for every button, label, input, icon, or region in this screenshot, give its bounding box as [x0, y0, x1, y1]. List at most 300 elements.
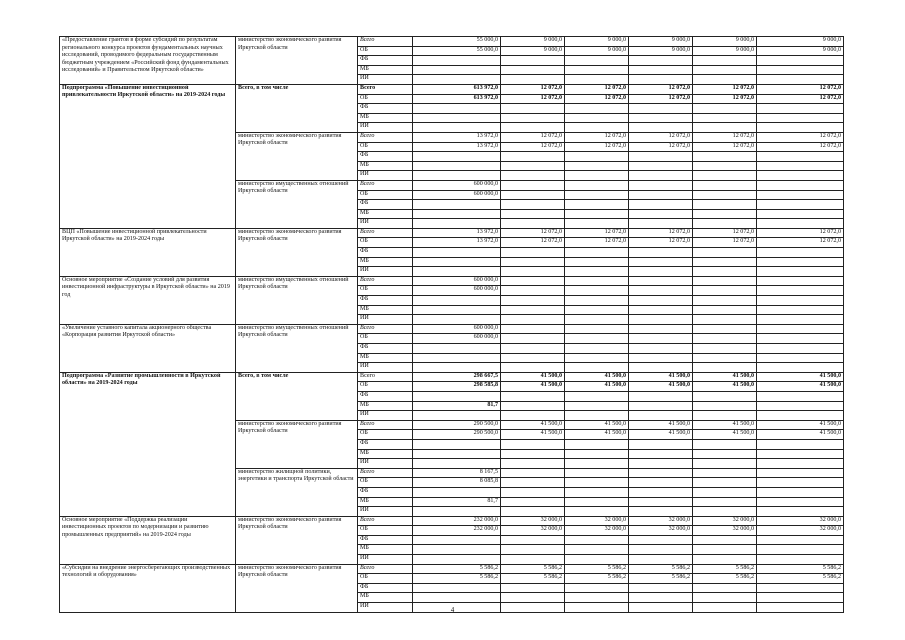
- funding-source-cell: ОБ: [358, 478, 413, 488]
- amount-cell: [413, 315, 501, 325]
- amount-cell: [413, 555, 501, 565]
- amount-cell: [501, 65, 565, 75]
- funding-source-cell: ИИ: [358, 123, 413, 133]
- responsible-executor-cell: министерство жилищной политики, энергетики и транспорта Иркутской области: [236, 468, 358, 516]
- program-name-cell: «Увеличение уставного капитала акционерного общества «Корпорация развития Иркутской области»: [60, 324, 236, 372]
- amount-cell: [501, 276, 565, 286]
- funding-source-cell: ИИ: [358, 459, 413, 469]
- funding-source-cell: ФБ: [358, 391, 413, 401]
- amount-cell: [413, 353, 501, 363]
- amount-cell: [501, 363, 565, 373]
- amount-cell: 600 000,0: [413, 190, 501, 200]
- funding-source-cell: МБ: [358, 449, 413, 459]
- amount-cell: 13 972,0: [413, 132, 501, 142]
- amount-cell: [501, 219, 565, 229]
- amount-cell: [413, 459, 501, 469]
- amount-cell: 41 500,0: [565, 372, 629, 382]
- amount-cell: 8 167,5: [413, 468, 501, 478]
- amount-cell: [693, 459, 757, 469]
- responsible-executor-cell: министерство экономического развития Иркутской области: [236, 228, 358, 276]
- amount-cell: [693, 497, 757, 507]
- amount-cell: [501, 257, 565, 267]
- amount-cell: [565, 411, 629, 421]
- amount-cell: 12 072,0: [565, 142, 629, 152]
- amount-cell: [413, 104, 501, 114]
- amount-cell: [629, 113, 693, 123]
- amount-cell: 5 586,2: [693, 564, 757, 574]
- amount-cell: 41 500,0: [693, 420, 757, 430]
- funding-source-cell: Всего: [358, 84, 413, 94]
- amount-cell: [565, 344, 629, 354]
- funding-source-cell: Всего: [358, 372, 413, 382]
- amount-cell: [565, 296, 629, 306]
- amount-cell: [629, 535, 693, 545]
- amount-cell: 5 586,2: [629, 574, 693, 584]
- amount-cell: [565, 123, 629, 133]
- amount-cell: [501, 171, 565, 181]
- amount-cell: 12 072,0: [693, 142, 757, 152]
- amount-cell: [757, 459, 844, 469]
- amount-cell: [565, 104, 629, 114]
- funding-source-cell: ОБ: [358, 334, 413, 344]
- amount-cell: [629, 257, 693, 267]
- amount-cell: 298 667,5: [413, 372, 501, 382]
- amount-cell: 12 072,0: [757, 228, 844, 238]
- amount-cell: [501, 305, 565, 315]
- amount-cell: [757, 315, 844, 325]
- amount-cell: 41 500,0: [501, 382, 565, 392]
- amount-cell: [757, 248, 844, 258]
- amount-cell: 600 000,0: [413, 180, 501, 190]
- amount-cell: [757, 353, 844, 363]
- responsible-executor-cell: министерство экономического развития Иркутской области: [236, 516, 358, 564]
- amount-cell: [629, 104, 693, 114]
- amount-cell: [565, 468, 629, 478]
- responsible-executor-cell: министерство экономического развития Иркутской области: [236, 564, 358, 612]
- table-row: [60, 228, 844, 238]
- program-name-cell: Основное мероприятие «Поддержка реализации инвестиционных проектов по модернизации и развитию промышленных предприятий» на 2019-2024 годы: [60, 516, 236, 564]
- amount-cell: [413, 439, 501, 449]
- table-body: [60, 37, 844, 613]
- amount-cell: [757, 276, 844, 286]
- amount-cell: [629, 171, 693, 181]
- amount-cell: [693, 411, 757, 421]
- amount-cell: 41 500,0: [565, 382, 629, 392]
- funding-source-cell: ФБ: [358, 296, 413, 306]
- amount-cell: [693, 123, 757, 133]
- amount-cell: [629, 219, 693, 229]
- amount-cell: 13 972,0: [413, 228, 501, 238]
- amount-cell: [629, 286, 693, 296]
- amount-cell: 5 586,2: [565, 574, 629, 584]
- funding-source-cell: Всего: [358, 468, 413, 478]
- amount-cell: 41 500,0: [629, 372, 693, 382]
- funding-source-cell: Всего: [358, 37, 413, 47]
- funding-source-cell: ИИ: [358, 267, 413, 277]
- amount-cell: [501, 411, 565, 421]
- amount-cell: 9 000,0: [501, 46, 565, 56]
- amount-cell: [629, 200, 693, 210]
- funding-source-cell: МБ: [358, 353, 413, 363]
- amount-cell: [501, 535, 565, 545]
- amount-cell: [693, 296, 757, 306]
- amount-cell: 32 000,0: [693, 516, 757, 526]
- amount-cell: [693, 171, 757, 181]
- amount-cell: 12 072,0: [629, 238, 693, 248]
- amount-cell: [629, 152, 693, 162]
- amount-cell: [757, 535, 844, 545]
- amount-cell: [565, 545, 629, 555]
- amount-cell: [629, 583, 693, 593]
- amount-cell: [693, 219, 757, 229]
- amount-cell: 12 072,0: [629, 84, 693, 94]
- amount-cell: [413, 267, 501, 277]
- amount-cell: [565, 248, 629, 258]
- amount-cell: [413, 507, 501, 517]
- amount-cell: [565, 353, 629, 363]
- amount-cell: 32 000,0: [501, 526, 565, 536]
- amount-cell: [413, 113, 501, 123]
- responsible-executor-cell: министерство имущественных отношений Иркутской области: [236, 180, 358, 228]
- amount-cell: [413, 449, 501, 459]
- funding-source-cell: ИИ: [358, 555, 413, 565]
- amount-cell: [565, 507, 629, 517]
- amount-cell: [629, 401, 693, 411]
- funding-source-cell: Всего: [358, 516, 413, 526]
- amount-cell: [757, 545, 844, 555]
- budget-table: [59, 36, 844, 613]
- funding-source-cell: ОБ: [358, 430, 413, 440]
- amount-cell: [629, 190, 693, 200]
- amount-cell: [413, 411, 501, 421]
- amount-cell: [693, 257, 757, 267]
- amount-cell: [693, 200, 757, 210]
- amount-cell: [565, 113, 629, 123]
- responsible-executor-cell: министерство экономического развития Иркутской области: [236, 37, 358, 85]
- amount-cell: 12 072,0: [565, 132, 629, 142]
- amount-cell: 12 072,0: [565, 238, 629, 248]
- funding-source-cell: ИИ: [358, 219, 413, 229]
- amount-cell: [565, 56, 629, 66]
- amount-cell: [413, 209, 501, 219]
- amount-cell: [693, 555, 757, 565]
- amount-cell: [693, 276, 757, 286]
- amount-cell: [413, 545, 501, 555]
- amount-cell: [565, 305, 629, 315]
- amount-cell: [693, 324, 757, 334]
- program-name-cell: «Предоставление грантов в форме субсидий по результатам регионального конкурса проектов фундаментальных научных исследований, проводимого федеральным государственным бюджетным учреждением «Российский фонд фундаментальных исследований» и Правительством Иркутской области»: [60, 37, 236, 85]
- amount-cell: 41 500,0: [629, 382, 693, 392]
- funding-source-cell: МБ: [358, 161, 413, 171]
- amount-cell: [693, 65, 757, 75]
- funding-source-cell: МБ: [358, 305, 413, 315]
- amount-cell: [693, 468, 757, 478]
- amount-cell: 613 972,0: [413, 84, 501, 94]
- amount-cell: [629, 334, 693, 344]
- amount-cell: 5 586,2: [757, 564, 844, 574]
- amount-cell: [501, 104, 565, 114]
- amount-cell: [413, 583, 501, 593]
- amount-cell: 12 072,0: [693, 84, 757, 94]
- amount-cell: 5 586,2: [413, 564, 501, 574]
- amount-cell: [501, 555, 565, 565]
- amount-cell: [501, 113, 565, 123]
- amount-cell: [413, 391, 501, 401]
- table-row: [60, 84, 844, 94]
- amount-cell: 55 000,0: [413, 46, 501, 56]
- amount-cell: [501, 267, 565, 277]
- program-name-cell: «Субсидии на внедрение энергосберегающих производственных технологий и оборудования»: [60, 564, 236, 612]
- amount-cell: [565, 439, 629, 449]
- amount-cell: [757, 401, 844, 411]
- amount-cell: 41 500,0: [757, 430, 844, 440]
- amount-cell: [413, 248, 501, 258]
- amount-cell: 12 072,0: [629, 94, 693, 104]
- amount-cell: [629, 468, 693, 478]
- amount-cell: [501, 449, 565, 459]
- amount-cell: 9 000,0: [757, 37, 844, 47]
- amount-cell: [413, 75, 501, 85]
- amount-cell: 13 972,0: [413, 238, 501, 248]
- table-row: [60, 324, 844, 334]
- amount-cell: [757, 161, 844, 171]
- amount-cell: [501, 56, 565, 66]
- amount-cell: [757, 487, 844, 497]
- funding-source-cell: ОБ: [358, 382, 413, 392]
- amount-cell: [629, 353, 693, 363]
- amount-cell: [629, 593, 693, 603]
- amount-cell: [757, 305, 844, 315]
- amount-cell: 81,7: [413, 401, 501, 411]
- amount-cell: 600 000,0: [413, 334, 501, 344]
- amount-cell: [693, 391, 757, 401]
- funding-source-cell: ИИ: [358, 315, 413, 325]
- funding-source-cell: ОБ: [358, 238, 413, 248]
- amount-cell: [693, 353, 757, 363]
- funding-source-cell: МБ: [358, 65, 413, 75]
- amount-cell: 232 000,0: [413, 516, 501, 526]
- amount-cell: [693, 248, 757, 258]
- amount-cell: 13 972,0: [413, 142, 501, 152]
- amount-cell: 290 500,0: [413, 420, 501, 430]
- amount-cell: [629, 478, 693, 488]
- amount-cell: [693, 161, 757, 171]
- amount-cell: [501, 296, 565, 306]
- amount-cell: 12 072,0: [501, 132, 565, 142]
- amount-cell: 32 000,0: [629, 526, 693, 536]
- amount-cell: 12 072,0: [501, 84, 565, 94]
- amount-cell: [501, 152, 565, 162]
- amount-cell: [413, 593, 501, 603]
- amount-cell: [501, 209, 565, 219]
- amount-cell: [757, 478, 844, 488]
- amount-cell: 41 500,0: [693, 372, 757, 382]
- amount-cell: [757, 257, 844, 267]
- amount-cell: [413, 344, 501, 354]
- amount-cell: [413, 123, 501, 133]
- amount-cell: [629, 315, 693, 325]
- funding-source-cell: ИИ: [358, 507, 413, 517]
- responsible-executor-cell: министерство имущественных отношений Иркутской области: [236, 324, 358, 372]
- amount-cell: [757, 123, 844, 133]
- amount-cell: 81,7: [413, 497, 501, 507]
- amount-cell: 12 072,0: [757, 94, 844, 104]
- amount-cell: [757, 593, 844, 603]
- amount-cell: [413, 65, 501, 75]
- amount-cell: 9 000,0: [693, 46, 757, 56]
- amount-cell: 12 072,0: [757, 142, 844, 152]
- amount-cell: [757, 180, 844, 190]
- amount-cell: [757, 152, 844, 162]
- funding-source-cell: МБ: [358, 497, 413, 507]
- amount-cell: [693, 507, 757, 517]
- amount-cell: 32 000,0: [501, 516, 565, 526]
- amount-cell: [693, 209, 757, 219]
- amount-cell: 32 000,0: [757, 516, 844, 526]
- amount-cell: [629, 507, 693, 517]
- funding-source-cell: МБ: [358, 113, 413, 123]
- amount-cell: [629, 209, 693, 219]
- amount-cell: [693, 487, 757, 497]
- amount-cell: [629, 411, 693, 421]
- responsible-executor-cell: Всего, в том числе: [236, 84, 358, 132]
- amount-cell: [501, 391, 565, 401]
- amount-cell: 5 586,2: [413, 574, 501, 584]
- amount-cell: 12 072,0: [693, 94, 757, 104]
- amount-cell: 12 072,0: [693, 132, 757, 142]
- table-row: [60, 37, 844, 47]
- amount-cell: [693, 401, 757, 411]
- amount-cell: [629, 267, 693, 277]
- amount-cell: 41 500,0: [501, 430, 565, 440]
- funding-source-cell: ОБ: [358, 574, 413, 584]
- amount-cell: 12 072,0: [629, 142, 693, 152]
- amount-cell: [413, 487, 501, 497]
- amount-cell: [501, 123, 565, 133]
- amount-cell: 9 000,0: [501, 37, 565, 47]
- amount-cell: [757, 507, 844, 517]
- amount-cell: [629, 363, 693, 373]
- amount-cell: 41 500,0: [693, 430, 757, 440]
- amount-cell: [629, 497, 693, 507]
- table-row: [60, 372, 844, 382]
- amount-cell: 8 085,8: [413, 478, 501, 488]
- funding-source-cell: ИИ: [358, 603, 413, 613]
- funding-source-cell: ОБ: [358, 190, 413, 200]
- amount-cell: [757, 286, 844, 296]
- amount-cell: [757, 324, 844, 334]
- amount-cell: [693, 439, 757, 449]
- amount-cell: [565, 555, 629, 565]
- amount-cell: [629, 391, 693, 401]
- amount-cell: 41 500,0: [629, 430, 693, 440]
- amount-cell: [501, 459, 565, 469]
- funding-source-cell: ИИ: [358, 363, 413, 373]
- amount-cell: [501, 324, 565, 334]
- funding-source-cell: ФБ: [358, 200, 413, 210]
- amount-cell: [629, 449, 693, 459]
- funding-source-cell: Всего: [358, 180, 413, 190]
- amount-cell: [565, 487, 629, 497]
- amount-cell: 41 500,0: [757, 420, 844, 430]
- amount-cell: 55 000,0: [413, 37, 501, 47]
- amount-cell: [757, 363, 844, 373]
- amount-cell: [413, 296, 501, 306]
- amount-cell: [629, 75, 693, 85]
- amount-cell: [501, 161, 565, 171]
- amount-cell: 12 072,0: [565, 228, 629, 238]
- amount-cell: [413, 535, 501, 545]
- amount-cell: [693, 152, 757, 162]
- amount-cell: [501, 497, 565, 507]
- amount-cell: [693, 75, 757, 85]
- amount-cell: [413, 161, 501, 171]
- amount-cell: 12 072,0: [757, 132, 844, 142]
- amount-cell: [629, 487, 693, 497]
- responsible-executor-cell: Всего, в том числе: [236, 372, 358, 420]
- amount-cell: [693, 113, 757, 123]
- funding-source-cell: Всего: [358, 228, 413, 238]
- amount-cell: [629, 65, 693, 75]
- amount-cell: [413, 152, 501, 162]
- amount-cell: [565, 200, 629, 210]
- funding-source-cell: ОБ: [358, 94, 413, 104]
- amount-cell: [413, 257, 501, 267]
- funding-source-cell: ФБ: [358, 439, 413, 449]
- amount-cell: 232 000,0: [413, 526, 501, 536]
- amount-cell: [693, 344, 757, 354]
- amount-cell: [501, 286, 565, 296]
- amount-cell: [565, 276, 629, 286]
- amount-cell: [693, 545, 757, 555]
- amount-cell: [629, 545, 693, 555]
- amount-cell: 290 500,0: [413, 430, 501, 440]
- amount-cell: [565, 267, 629, 277]
- amount-cell: [629, 459, 693, 469]
- amount-cell: 12 072,0: [757, 84, 844, 94]
- amount-cell: [693, 104, 757, 114]
- amount-cell: 600 000,0: [413, 286, 501, 296]
- amount-cell: [501, 487, 565, 497]
- amount-cell: 32 000,0: [693, 526, 757, 536]
- amount-cell: 9 000,0: [629, 37, 693, 47]
- amount-cell: [413, 171, 501, 181]
- amount-cell: 9 000,0: [565, 37, 629, 47]
- amount-cell: [629, 344, 693, 354]
- amount-cell: 12 072,0: [757, 238, 844, 248]
- funding-source-cell: ОБ: [358, 286, 413, 296]
- amount-cell: [565, 449, 629, 459]
- program-name-cell: ВЦП «Повышение инвестиционной привлекательности Иркутской области» на 2019-2024 годы: [60, 228, 236, 276]
- amount-cell: 9 000,0: [693, 37, 757, 47]
- funding-source-cell: ОБ: [358, 526, 413, 536]
- amount-cell: [501, 353, 565, 363]
- amount-cell: [693, 190, 757, 200]
- amount-cell: [501, 344, 565, 354]
- amount-cell: 12 072,0: [629, 228, 693, 238]
- amount-cell: [757, 391, 844, 401]
- amount-cell: [757, 190, 844, 200]
- amount-cell: [565, 209, 629, 219]
- amount-cell: 41 500,0: [565, 420, 629, 430]
- amount-cell: [757, 334, 844, 344]
- amount-cell: 32 000,0: [629, 516, 693, 526]
- funding-source-cell: МБ: [358, 209, 413, 219]
- amount-cell: [413, 363, 501, 373]
- amount-cell: [693, 334, 757, 344]
- funding-source-cell: МБ: [358, 593, 413, 603]
- amount-cell: [757, 344, 844, 354]
